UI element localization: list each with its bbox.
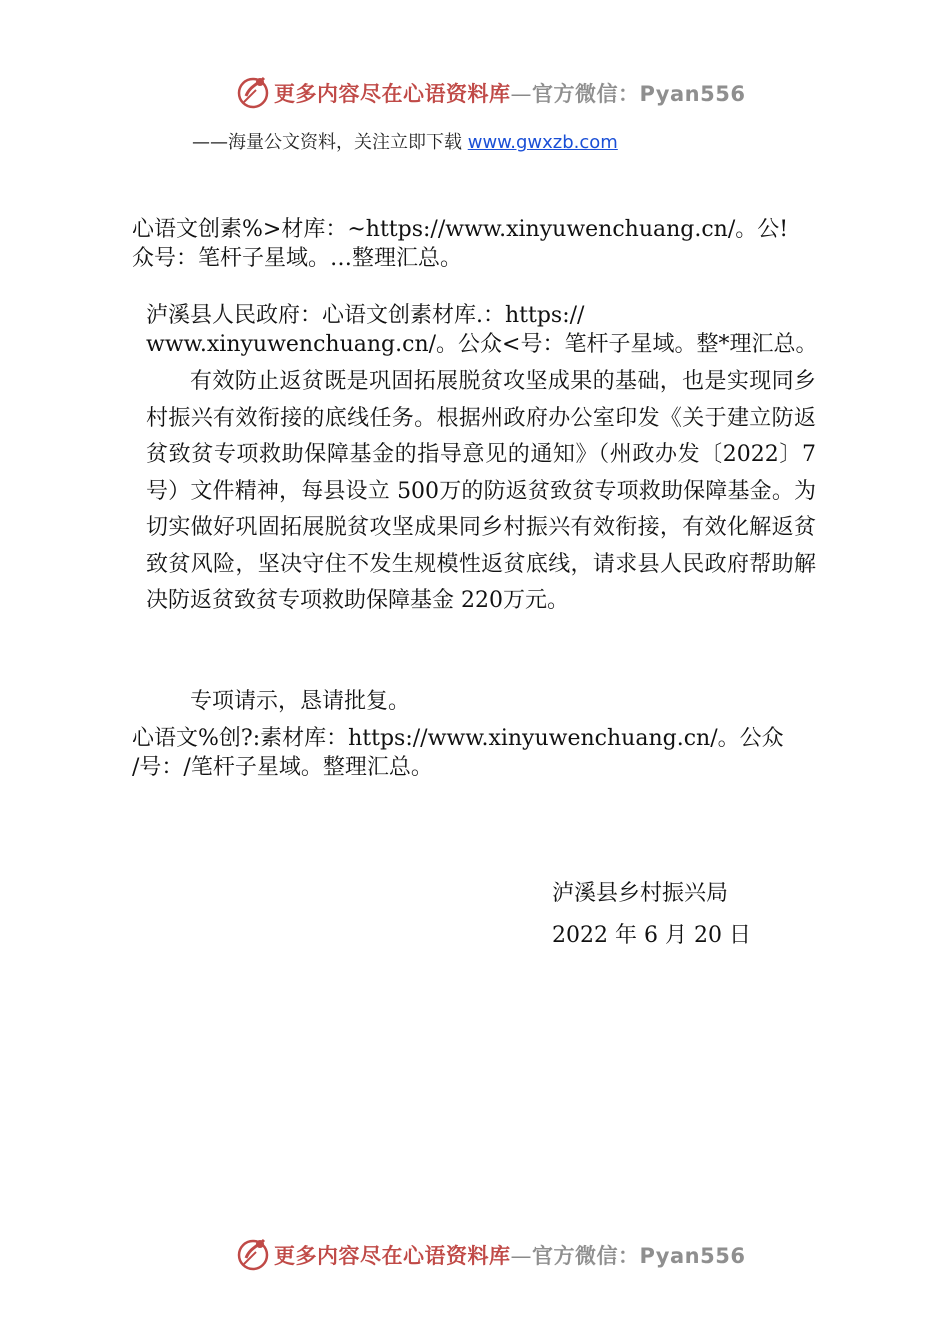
brand-logo-icon	[234, 72, 272, 112]
footer-banner-text	[274, 1240, 745, 1270]
download-link[interactable]: www.gwxzb.com	[467, 132, 618, 153]
header-banner-dash: —	[510, 82, 532, 106]
watermark-1-line-1: 心语文创素%>材库：~https://www.xinyuwenchuang.cn/。公!	[132, 217, 789, 242]
watermark-1-line-2: 众号：笔杆子星域。…整理汇总。	[132, 246, 463, 271]
footer-banner-grey: 官方微信：Pyan556	[532, 1244, 746, 1268]
watermark-2-line-1: 心语文%创?:素材库：https://www.xinyuwenchuang.cn/。公众	[132, 726, 784, 751]
closing-line: 专项请示，恳请批复。	[190, 689, 411, 714]
header-banner	[0, 72, 950, 112]
header-banner-text	[274, 78, 745, 108]
addressee-line-2: www.xinyuwenchuang.cn/。公众<号：笔杆子星域。整*理汇总。	[146, 332, 818, 357]
signature-date: 2022 年 6 月 20 日	[552, 923, 751, 948]
signature-org: 泸溪县乡村振兴局	[552, 881, 729, 906]
body-paragraph: 有效防止返贫既是巩固拓展脱贫攻坚成果的基础，也是实现同乡村振兴有效衔接的底线任务。根据州政府办公室印发《关于建立防返贫致贫专项救助保障基金的指导意见的通知》（州政办发〔2022〕7号）文件精神，每县设立 500万的防返贫致贫专项救助保障基金。为切实做好巩固拓展脱贫攻坚成果同乡村振兴有效衔接，有效化解返贫致贫风险，坚决守住不发生规模性返贫底线，请求县人民政府帮助解决防返贫致贫专项救助保障基金 220万元。	[146, 369, 816, 613]
header-banner-grey: 官方微信：Pyan556	[532, 82, 746, 106]
watermark-2-line-2: /号：/笔杆子星域。整理汇总。	[132, 755, 433, 780]
footer-banner-red: 更多内容尽在心语资料库	[274, 1244, 511, 1268]
header-banner-red: 更多内容尽在心语资料库	[274, 82, 511, 106]
addressee-line-1: 泸溪县人民政府：心语文创素材库.：https://	[146, 303, 585, 328]
download-subline	[192, 128, 618, 154]
footer-banner	[0, 1234, 950, 1274]
subline-text: ——海量公文资料，关注立即下载	[192, 132, 468, 153]
footer-banner-dash: —	[510, 1244, 532, 1268]
brand-logo-icon	[234, 1234, 272, 1274]
